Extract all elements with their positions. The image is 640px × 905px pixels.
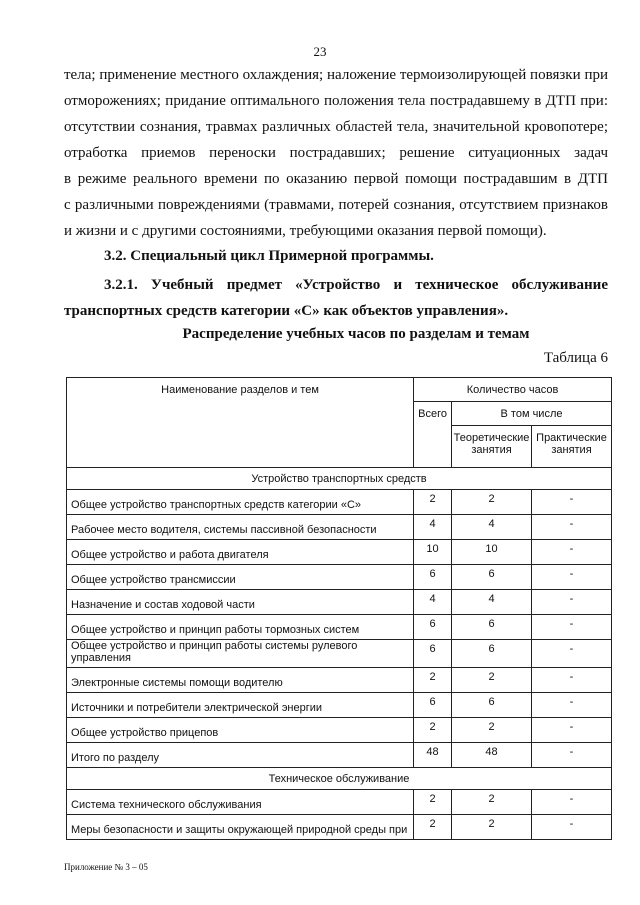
row-practice-cell: - [532, 815, 612, 840]
row-total-cell: 4 [414, 590, 452, 615]
row-total-cell: 6 [414, 640, 452, 668]
col-header-including: В том числе [452, 402, 612, 426]
table-label: Таблица 6 [543, 350, 608, 366]
row-theory-cell: 10 [452, 540, 532, 565]
footer-note: Приложение № 3 – 05 [64, 862, 148, 872]
row-practice-cell: - [532, 668, 612, 693]
row-total-cell: 48 [414, 743, 452, 768]
row-theory-cell: 2 [452, 815, 532, 840]
heading-cycle: 3.2. Специальный цикл Примерной программы. [104, 248, 434, 264]
intro-line: отморожениях; придание оптимального положения тела пострадавшему в ДТП при: [64, 93, 608, 109]
table-row [67, 693, 612, 718]
row-theory-cell: 6 [452, 640, 532, 668]
row-theory-cell: 6 [452, 693, 532, 718]
row-theory-cell: 2 [452, 668, 532, 693]
table-row [67, 540, 612, 565]
row-name-cell: Меры безопасности и защиты окружающей природной среды при [67, 815, 414, 840]
row-total-cell: 6 [414, 565, 452, 590]
col-header-theory: Теоретические занятия [452, 426, 532, 468]
row-name-cell: Общее устройство и принцип работы тормозных систем [67, 615, 414, 640]
heading-subject [64, 272, 608, 324]
heading-distribution: Распределение учебных часов по разделам и темам [182, 326, 530, 342]
row-practice-cell: - [532, 790, 612, 815]
row-practice-cell: - [532, 693, 612, 718]
row-name-cell: Общее устройство и работа двигателя [67, 540, 414, 565]
row-practice-cell: - [532, 515, 612, 540]
row-total-cell: 2 [414, 668, 452, 693]
row-theory-cell: 4 [452, 515, 532, 540]
table-row [67, 718, 612, 743]
row-total-cell: 6 [414, 615, 452, 640]
table-row [67, 743, 612, 768]
row-name-cell: Итого по разделу [67, 743, 414, 768]
row-total-cell: 2 [414, 815, 452, 840]
intro-line: отработка приемов переноски пострадавших; решение ситуационных задач [64, 145, 608, 161]
row-practice-cell: - [532, 540, 612, 565]
row-theory-cell: 2 [452, 718, 532, 743]
heading-subject-line: 3.2.1. Учебный предмет «Устройство и техническое обслуживание [104, 277, 608, 293]
heading-subject-line: транспортных средств категории «С» как объектов управления». [64, 303, 509, 319]
row-total-cell: 2 [414, 718, 452, 743]
row-name-cell: Рабочее место водителя, системы пассивной безопасности [67, 515, 414, 540]
row-practice-cell: - [532, 565, 612, 590]
table-row [67, 490, 612, 515]
col-header-hours: Количество часов [414, 378, 612, 402]
table-row [67, 790, 612, 815]
section-title: Устройство транспортных средств [67, 468, 612, 490]
table-row [67, 565, 612, 590]
row-theory-cell: 6 [452, 615, 532, 640]
row-theory-cell: 48 [452, 743, 532, 768]
table-row [67, 815, 612, 840]
section-title: Техническое обслуживание [67, 768, 612, 790]
row-theory-cell: 6 [452, 565, 532, 590]
row-theory-cell: 2 [452, 790, 532, 815]
row-practice-cell: - [532, 615, 612, 640]
row-practice-cell: - [532, 590, 612, 615]
row-total-cell: 10 [414, 540, 452, 565]
row-name-cell: Назначение и состав ходовой части [67, 590, 414, 615]
row-practice-cell: - [532, 718, 612, 743]
table-row [67, 615, 612, 640]
row-total-cell: 6 [414, 693, 452, 718]
col-header-total: Всего [414, 402, 452, 468]
table-row [67, 515, 612, 540]
col-header-name: Наименование разделов и тем [67, 378, 414, 468]
row-name-cell: Электронные системы помощи водителю [67, 668, 414, 693]
row-practice-cell: - [532, 490, 612, 515]
row-total-cell: 2 [414, 790, 452, 815]
row-name-cell: Общее устройство транспортных средств категории «С» [67, 490, 414, 515]
row-total-cell: 2 [414, 490, 452, 515]
row-name-cell: Источники и потребители электрической энергии [67, 693, 414, 718]
row-theory-cell: 2 [452, 490, 532, 515]
row-name-cell: Система технического обслуживания [67, 790, 414, 815]
intro-paragraph [64, 62, 608, 244]
section1-body [67, 490, 612, 768]
col-header-practice: Практические занятия [532, 426, 612, 468]
table-row [67, 590, 612, 615]
table-row [67, 640, 612, 668]
hours-table [66, 377, 612, 840]
intro-line: и жизни и с другими состояниями, требующими оказания первой помощи). [64, 223, 547, 239]
table-row [67, 668, 612, 693]
row-practice-cell: - [532, 640, 612, 668]
intro-line: тела; применение местного охлаждения; наложение термоизолирующей повязки при [64, 67, 608, 83]
row-practice-cell: - [532, 743, 612, 768]
row-name-cell: Общее устройство трансмиссии [67, 565, 414, 590]
intro-line: с различными повреждениями (травмами, потерей сознания, отсутствием признаков [64, 197, 608, 213]
intro-line: в режиме реального времени по оказанию первой помощи пострадавшим в ДТП [64, 171, 608, 187]
row-name-cell: Общее устройство и принцип работы системы рулевого управления [67, 640, 414, 668]
row-name-cell: Общее устройство прицепов [67, 718, 414, 743]
page-number: 23 [313, 44, 327, 59]
section2-body [67, 790, 612, 840]
intro-line: отсутствии сознания, травмах различных областей тела, значительной кровопотере; [64, 119, 608, 135]
row-theory-cell: 4 [452, 590, 532, 615]
row-total-cell: 4 [414, 515, 452, 540]
